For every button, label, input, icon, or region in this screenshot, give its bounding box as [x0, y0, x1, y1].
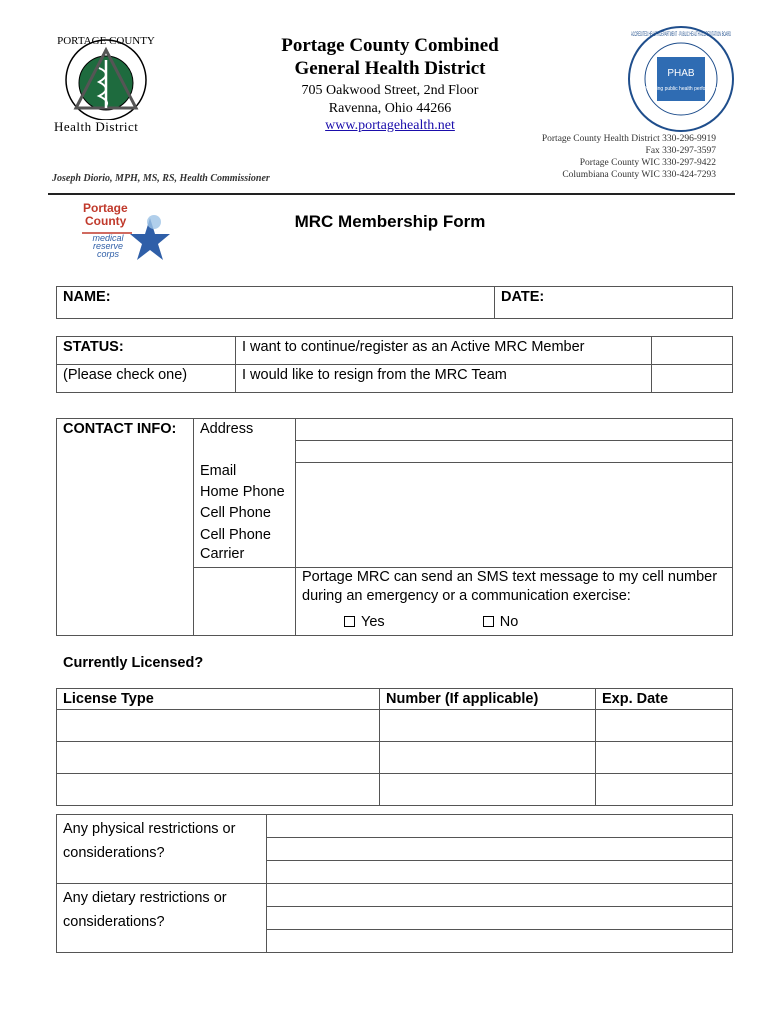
mrc-logo-line2: County: [85, 214, 127, 228]
phab-ring-text: ACCREDITED HEALTH DEPARTMENT · PUBLIC HEALTH ACCREDITATION BOARD: [631, 32, 732, 38]
sms-yes-label: Yes: [361, 613, 385, 630]
health-district-label: Health District: [54, 119, 139, 134]
phab-seal: [626, 24, 736, 134]
phone-fax: Fax 330-297-3597: [645, 146, 716, 156]
contact-label: CONTACT INFO:: [63, 421, 177, 437]
license-number-cell[interactable]: [380, 774, 596, 806]
org-name-line2: General Health District: [294, 58, 486, 79]
website-link[interactable]: www.portagehealth.net: [325, 118, 455, 133]
restrictions-table: [56, 814, 733, 953]
address-line2: Ravenna, Ohio 44266: [328, 100, 452, 116]
license-exp-cell[interactable]: [596, 774, 733, 806]
mrc-logo-line5: corps: [96, 249, 119, 259]
logo-ring-text: PORTAGE COUNTY: [57, 35, 155, 47]
sms-options: [296, 612, 733, 636]
status-label-cell: [57, 337, 236, 365]
sms-no-label: No: [499, 613, 519, 630]
license-type-cell[interactable]: [57, 774, 380, 806]
contact-table: [56, 418, 733, 636]
status-table: [56, 336, 733, 393]
commissioner-line: Joseph Diorio, MPH, MS, RS, Health Commissioner: [52, 173, 270, 184]
contact-label-cell: [57, 419, 194, 636]
dietary-field-1[interactable]: [267, 884, 733, 907]
dietary-label: Any dietary restrictions or considerations?: [57, 884, 267, 953]
phone-columbiana-wic: Columbiana County WIC 330-424-7293: [562, 170, 716, 180]
license-exp-cell[interactable]: [596, 710, 733, 742]
phone-health-district: Portage County Health District 330-296-9919: [541, 134, 716, 144]
name-field[interactable]: [57, 287, 495, 319]
license-number-cell[interactable]: [380, 710, 596, 742]
license-type-cell[interactable]: [57, 710, 380, 742]
address-field-2[interactable]: [296, 441, 733, 463]
status-active-checkbox[interactable]: [652, 337, 733, 365]
licensed-heading: Currently Licensed?: [63, 655, 204, 671]
health-district-logo: [50, 28, 162, 120]
status-option-active: I want to continue/register as an Active MRC Member: [236, 337, 652, 365]
date-label: DATE:: [501, 289, 545, 305]
address-line1: 705 Oakwood Street, 2nd Floor: [301, 83, 479, 98]
cell-phone-label: Cell Phone: [194, 505, 296, 526]
mrc-logo: [80, 200, 170, 268]
dietary-field-2[interactable]: [267, 907, 733, 930]
phone-portage-wic: Portage County WIC 330-297-9422: [579, 158, 716, 168]
phone-list: [470, 133, 716, 181]
phab-acronym: PHAB: [667, 68, 695, 79]
org-name: [240, 34, 540, 80]
license-exp-header: Exp. Date: [596, 689, 733, 710]
org-name-line1: Portage County Combined: [281, 35, 499, 56]
header-divider: [48, 193, 735, 195]
carrier-label: Cell Phone Carrier: [194, 526, 296, 568]
license-table: [56, 688, 733, 806]
physical-field-2[interactable]: [267, 838, 733, 861]
mrc-logo-line4: reserve: [92, 241, 123, 251]
date-field[interactable]: [495, 287, 733, 319]
name-date-table: [56, 286, 733, 319]
phab-tagline: Advancing public health performance: [639, 86, 723, 92]
email-phone-fields[interactable]: [296, 463, 733, 568]
sms-question: Portage MRC can send an SMS text message to my cell number during an emergency or a communication exercise:: [296, 568, 733, 612]
license-number-cell[interactable]: [380, 742, 596, 774]
address-field-1[interactable]: [296, 419, 733, 441]
status-hint: (Please check one): [57, 365, 236, 393]
license-number-header: Number (If applicable): [380, 689, 596, 710]
home-phone-label: Home Phone: [194, 484, 296, 505]
email-label: Email: [194, 463, 296, 484]
status-resign-checkbox[interactable]: [652, 365, 733, 393]
license-type-cell[interactable]: [57, 742, 380, 774]
form-title: MRC Membership Form: [294, 212, 486, 231]
sms-yes-checkbox[interactable]: [344, 616, 355, 627]
dietary-field-3[interactable]: [267, 930, 733, 953]
license-type-header: License Type: [57, 689, 380, 710]
status-option-resign: I would like to resign from the MRC Team: [236, 365, 652, 393]
name-label: NAME:: [63, 289, 111, 305]
physical-field-1[interactable]: [267, 815, 733, 838]
mrc-logo-line1: Portage: [83, 201, 128, 215]
sms-no-checkbox[interactable]: [483, 616, 494, 627]
org-address: [240, 82, 540, 135]
sms-spacer: [194, 568, 296, 636]
status-label: STATUS:: [63, 339, 124, 355]
mrc-logo-line3: medical: [92, 233, 124, 243]
license-exp-cell[interactable]: [596, 742, 733, 774]
physical-field-3[interactable]: [267, 861, 733, 884]
physical-label: Any physical restrictions or considerations?: [57, 815, 267, 884]
address-label: Address: [194, 419, 296, 463]
